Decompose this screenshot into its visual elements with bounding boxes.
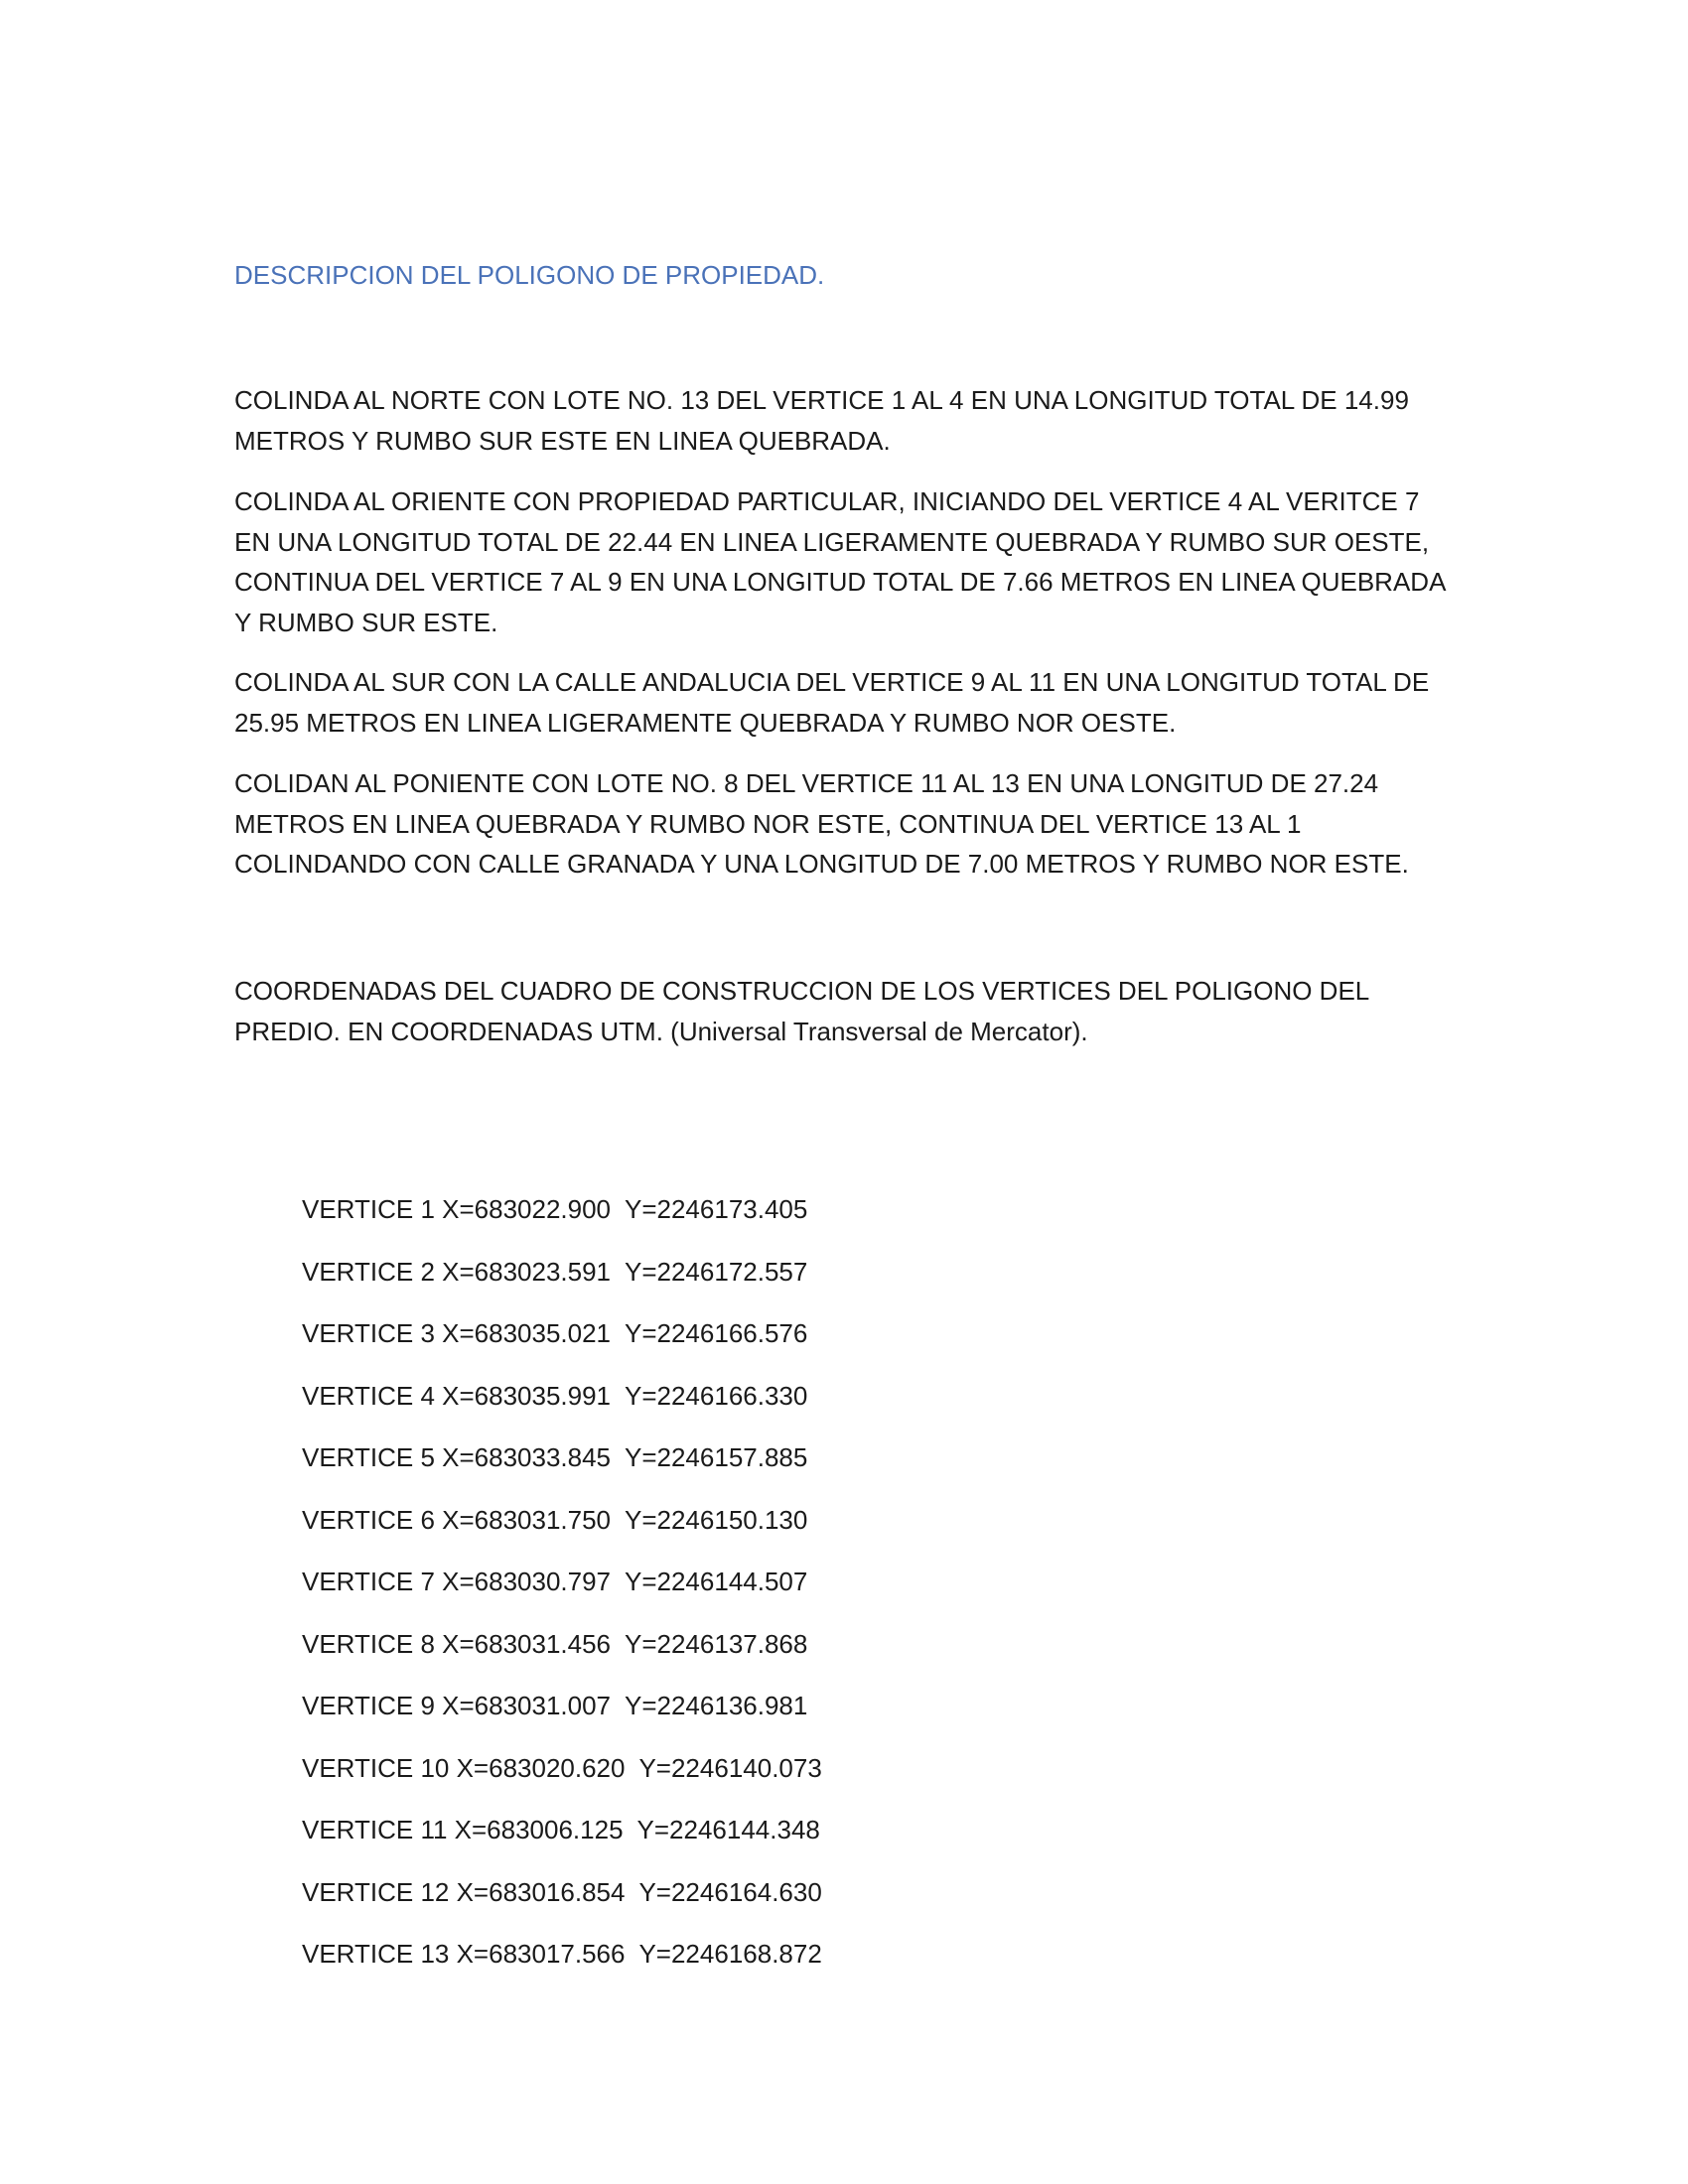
vertex-row: VERTICE 5 X=683033.845 Y=2246157.885: [302, 1442, 808, 1472]
vertex-row: VERTICE 6 X=683031.750 Y=2246150.130: [302, 1504, 808, 1535]
vertex-coordinate-list: [302, 1191, 822, 1998]
vertex-row: VERTICE 10 X=683020.620 Y=2246140.073: [302, 1752, 822, 1783]
vertex-row: VERTICE 3 X=683035.021 Y=2246166.576: [302, 1318, 808, 1348]
boundary-west-paragraph: COLIDAN AL PONIENTE CON LOTE NO. 8 DEL VERTICE 11 AL 13 EN UNA LONGITUD DE 27.24 METROS EN LINEA QUEBRADA Y RUMBO NOR ESTE, CONTINUA DEL VERTICE 13 AL 1 COLINDANDO CON CALLE GRANADA Y UNA LONGITUD DE 7.00 METROS Y RUMBO NOR ESTE.: [234, 768, 1409, 879]
vertex-row: VERTICE 11 X=683006.125 Y=2246144.348: [302, 1815, 820, 1844]
vertex-row: VERTICE 9 X=683031.007 Y=2246136.981: [302, 1691, 808, 1720]
vertex-row: VERTICE 2 X=683023.591 Y=2246172.557: [302, 1256, 808, 1287]
boundary-east-paragraph: COLINDA AL ORIENTE CON PROPIEDAD PARTICULAR, INICIANDO DEL VERTICE 4 AL VERITCE 7 EN UNA LONGITUD TOTAL DE 22.44 EN LINEA LIGERAMENTE QUEBRADA Y RUMBO SUR OESTE, CONTINUA DEL VERTICE 7 AL 9 EN UNA LONGITUD TOTAL DE 7.66 METROS EN LINEA QUEBRADA Y RUMBO SUR ESTE.: [234, 486, 1445, 637]
vertex-row: VERTICE 1 X=683022.900 Y=2246173.405: [302, 1194, 808, 1224]
vertex-row: VERTICE 8 X=683031.456 Y=2246137.868: [302, 1628, 808, 1659]
boundary-south-paragraph: COLINDA AL SUR CON LA CALLE ANDALUCIA DEL VERTICE 9 AL 11 EN UNA LONGITUD TOTAL DE 25.95 METROS EN LINEA LIGERAMENTE QUEBRADA Y RUMBO NOR OESTE.: [234, 667, 1430, 738]
document-heading: DESCRIPCION DEL POLIGONO DE PROPIEDAD.: [234, 260, 825, 290]
coordinates-intro-paragraph: COORDENADAS DEL CUADRO DE CONSTRUCCION DE LOS VERTICES DEL POLIGONO DEL PREDIO. EN COORDENADAS UTM. (Universal Transversal de Mercator).: [234, 976, 1369, 1046]
vertex-row: VERTICE 13 X=683017.566 Y=2246168.872: [302, 1939, 822, 1969]
vertex-row: VERTICE 7 X=683030.797 Y=2246144.507: [302, 1567, 808, 1596]
boundary-north-paragraph: COLINDA AL NORTE CON LOTE NO. 13 DEL VERTICE 1 AL 4 EN UNA LONGITUD TOTAL DE 14.99 METROS Y RUMBO SUR ESTE EN LINEA QUEBRADA.: [234, 385, 1409, 456]
vertex-row: VERTICE 12 X=683016.854 Y=2246164.630: [302, 1876, 822, 1907]
vertex-row: VERTICE 4 X=683035.991 Y=2246166.330: [302, 1380, 808, 1411]
